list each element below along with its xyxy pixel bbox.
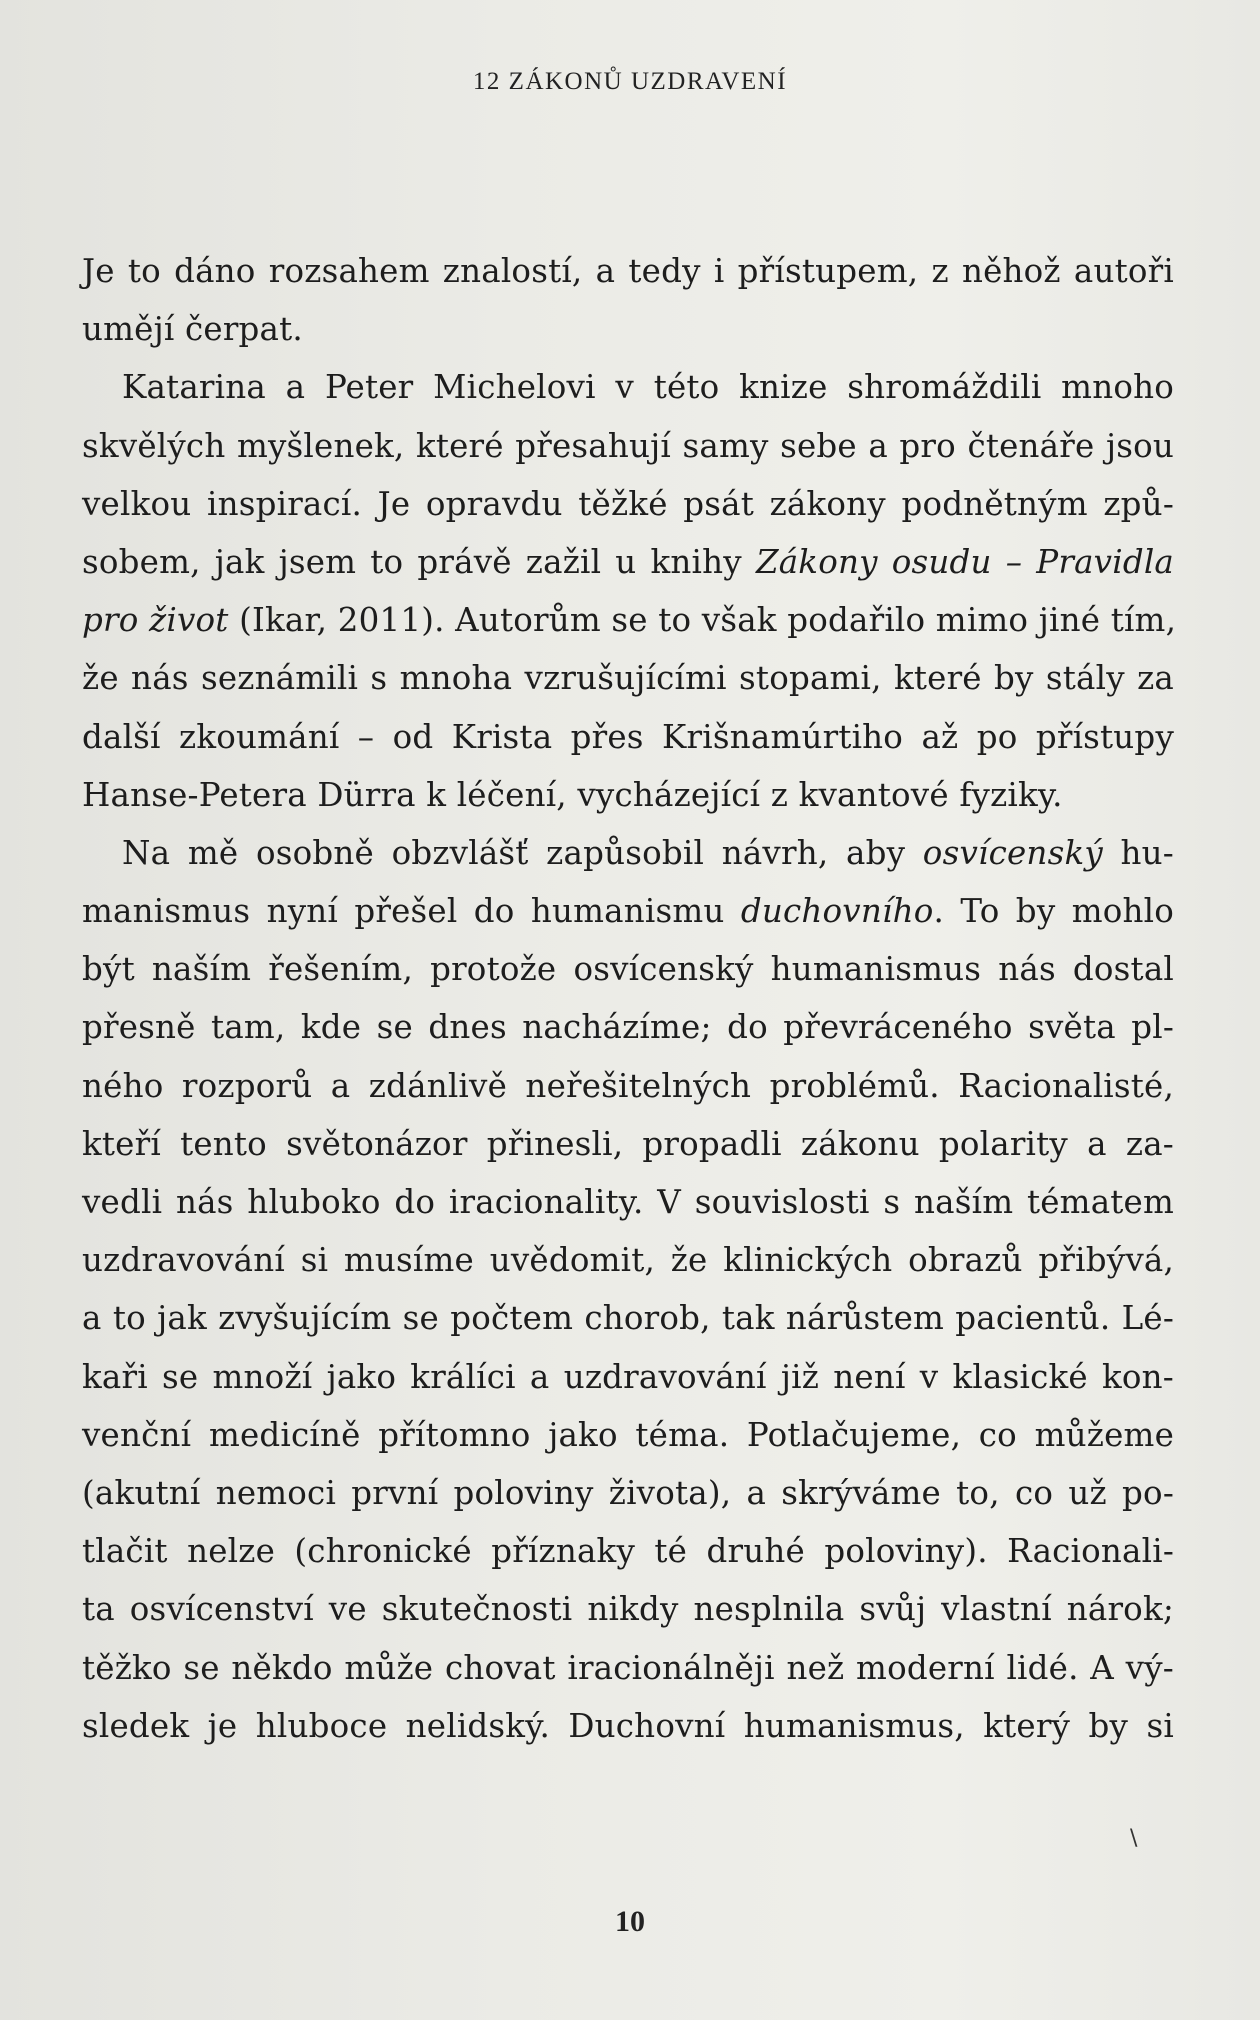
- text-line: Hanse-Petera Dürra k léčení, vycházející z kvantové fyziky.: [82, 775, 1063, 814]
- text-line: tlačit nelze (chronické příznaky té druhé poloviny). Racionali-: [82, 1532, 1174, 1571]
- text-line: umějí čerpat.: [82, 310, 303, 349]
- text-line: [82, 591, 1177, 649]
- text-line: další zkoumání – od Krista přes Krišnamúrtiho až po přístupy: [82, 717, 1174, 756]
- text-line: přesně tam, kde se dnes nacházíme; do převráceného světa pl-: [82, 1008, 1174, 1047]
- text-line: těžko se někdo může chovat iracionálněji než moderní lidé. A vý-: [82, 1648, 1174, 1687]
- text-run: (Ikar, 2011). Autorům se to však podařilo mimo jiné tím,: [228, 601, 1177, 640]
- text-run: Na mě osobně obzvlášť zapůsobil návrh, aby: [122, 833, 923, 872]
- body-text: [82, 242, 1177, 1755]
- text-line: a to jak zvyšujícím se počtem chorob, tak nárůstem pacientů. Lé-: [82, 1299, 1174, 1338]
- text-run: . To by mohlo: [933, 892, 1174, 931]
- text-line: [82, 533, 1174, 591]
- italic-word: duchovního: [740, 892, 934, 931]
- text-line: vedli nás hluboko do iracionality. V souvislosti s naším tématem: [82, 1183, 1174, 1221]
- italic-word: osvícenský: [922, 833, 1103, 872]
- margin-mark: \: [1130, 1826, 1138, 1851]
- text-line: Katarina a Peter Michelovi v této knize shromáždili mnoho: [122, 368, 1174, 407]
- text-line: kaři se množí jako králíci a uzdravování již není v klasické kon-: [82, 1357, 1174, 1396]
- text-run: sobem, jak jsem to právě zažil u knihy: [82, 542, 756, 581]
- text-line: venční medicíně přítomno jako téma. Potlačujeme, co můžeme: [82, 1415, 1174, 1454]
- text-line: (akutní nemoci první poloviny života), a skrýváme to, co už po-: [82, 1473, 1174, 1512]
- running-header: 12 ZÁKONŮ UZDRAVENÍ: [472, 68, 788, 95]
- page-number: 10: [615, 1905, 645, 1938]
- text-line: kteří tento světonázor přinesli, propadli zákonu polarity a za-: [82, 1124, 1174, 1163]
- text-line: velkou inspirací. Je opravdu těžké psát zákony podnětným způ-: [82, 484, 1174, 523]
- text-line: [82, 824, 1174, 882]
- text-line: skvělých myšlenek, které přesahují samy sebe a pro čtenáře jsou: [82, 426, 1174, 465]
- text-run: hu-: [1102, 833, 1174, 872]
- text-line: že nás seznámili s mnoha vzrušujícími stopami, které by stály za: [82, 659, 1174, 698]
- text-line: ta osvícenství ve skutečnosti nikdy nesplnila svůj vlastní nárok;: [82, 1590, 1174, 1629]
- text-line: uzdravování si musíme uvědomit, že klinických obrazů přibývá,: [82, 1241, 1174, 1280]
- text-line: ného rozporů a zdánlivě neřešitelných problémů. Racionalisté,: [82, 1066, 1174, 1105]
- text-line: [82, 882, 1174, 940]
- text-line: být naším řešením, protože osvícenský humanismus nás dostal: [82, 950, 1174, 989]
- italic-title: Zákony osudu – Pravidla: [755, 542, 1174, 581]
- text-run: manismus nyní přešel do humanismu: [82, 892, 741, 931]
- italic-title: pro život: [82, 601, 229, 640]
- text-line: sledek je hluboce nelidský. Duchovní humanismus, který by si: [82, 1706, 1174, 1745]
- text-line: Je to dáno rozsahem znalostí, a tedy i přístupem, z něhož autoři: [82, 252, 1174, 290]
